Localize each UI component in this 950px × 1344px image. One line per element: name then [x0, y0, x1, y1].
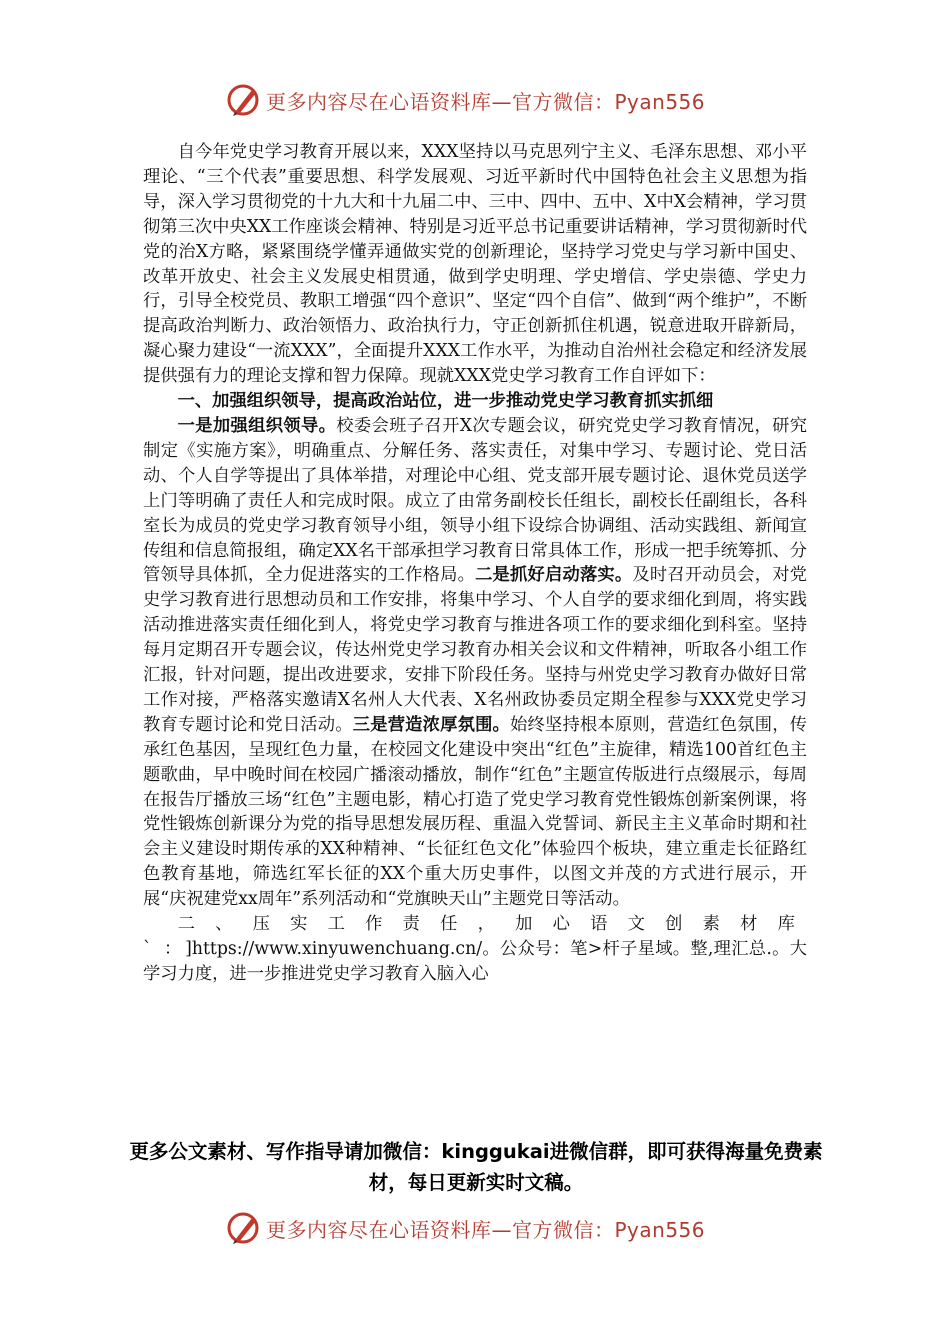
section-1-paragraph	[143, 414, 807, 912]
heading-2-rest: ]https://www.xinyuwenchuang.cn/。公众号：笔>杆子星域。整,理汇总.。大学习力度，进一步推进党史学习教育入脑入心	[143, 939, 808, 984]
lead-3: 三是营造浓厚氛围。	[352, 714, 511, 735]
intro-paragraph: 自今年党史学习教育开展以来，XXX坚持以马克思列宁主义、毛泽东思想、邓小平理论、“三个代表”重要思想、科学发展观、习近平新时代中国特色社会主义思想为指导，深入学习贯彻党的十九大和十九届二中、三中、四中、五中、X中X会精神，学习贯彻第三次中央XX工作座谈会精神、特别是习近平总书记重要讲话精神，学习贯彻新时代党的治X方略，紧紧围绕学懂弄通做实党的创新理论，坚持学习党史与学习新中国史、改革开放史、社会主义发展史相贯通，做到学史明理、学史增信、学史崇德、学史力行，引导全校党员、教职工增强“四个意识”、坚定“四个自信”、做到“两个维护”，不断提高政治判断力、政治领悟力、政治执行力，守正创新抓住机遇，锐意进取开辟新局，凝心聚力建设“一流XXX”，全面提升XXX工作水平，为推动自治州社会稳定和经济发展提供强有力的理论支撑和智力保障。现就XXX党史学习教育工作自评如下：	[143, 142, 808, 387]
pen-logo-icon	[226, 82, 262, 118]
section-heading-1: 一、加强组织领导，提高政治站位，进一步推动党史学习教育抓实抓细	[177, 391, 714, 412]
footer-banner	[226, 1208, 726, 1248]
lead-2: 二是抓好启动落实。	[475, 565, 633, 586]
header-banner	[226, 80, 726, 120]
section-heading-2	[143, 912, 807, 987]
pen-logo-icon	[226, 1210, 262, 1246]
banner-text: 更多内容尽在心语资料库—官方微信：Pyan556	[266, 89, 706, 114]
heading-2-spaced: 二、压实工作责任，加心语文创素材库`：	[143, 914, 807, 959]
document-body	[143, 140, 807, 987]
text-1: 校委会班子召开X次专题会议，研究党史学习教育情况，研究制定《实施方案》，明确重点、分解任务、落实责任，对集中学习、专题讨论、党日活动、个人自学等提出了具体举措，对理论中心组、党支部开展专题讨论、退休党员送学上门等明确了责任人和完成时限。成立了由常务副校长任组长，副校长任副组长，各科室长为成员的党史学习教育领导小组，领导小组下设综合协调组、活动实践组、新闻宣传组和信息简报组，确定XX名干部承担学习教育日常具体工作，形成一把手统筹抓、分管领导具体抓，全力促进落实的工作格局。	[143, 415, 808, 586]
text-3: 始终坚持根本原则，营造红色氛围，传承红色基因，呈现红色力量，在校园文化建设中突出“红色”主旋律，精选100首红色主题歌曲，早中晚时间在校园广播滚动播放，制作“红色”主题宣传版进行点缀展示，每周在报告厅播放三场“红色”主题电影，精心打造了党史学习教育党性锻炼创新案例课，将党性锻炼创新课分为党的指导思想发展历程、重温入党誓词、新民主主义革命时期和社会主义建设时期传承的XX种精神、“长征红色文化”体验四个板块，建立重走长征路红色教育基地，筛选红军长征的XX个重大历史事件，以图文并茂的方式进行展示，开展“庆祝建党xx周年”系列活动和“党旗映天山”主题党日等活动。	[143, 714, 807, 910]
banner-text: 更多内容尽在心语资料库—官方微信：Pyan556	[266, 1217, 706, 1242]
lead-1: 一是加强组织领导。	[177, 415, 337, 436]
footer-note: 更多公文素材、写作指导请加微信：kinggukai进微信群，即可获得海量免费素材，每日更新实时文稿。	[129, 1140, 823, 1194]
text-2: 及时召开动员会，对党史学习教育进行思想动员和工作安排，将集中学习、个人自学的要求细化到周，将实践活动推进落实责任细化到人，将党史学习教育与推进各项工作的要求细化到科室。坚持每月定期召开专题会议，传达州党史学习教育办相关会议和文件精神，听取各小组工作汇报，针对问题，提出改进要求，安排下阶段任务。坚持与州党史学习教育办做好日常工作对接，严格落实邀请X名州人大代表、X名州政协委员定期全程参与XXX党史学习教育专题讨论和党日活动。	[143, 565, 807, 735]
